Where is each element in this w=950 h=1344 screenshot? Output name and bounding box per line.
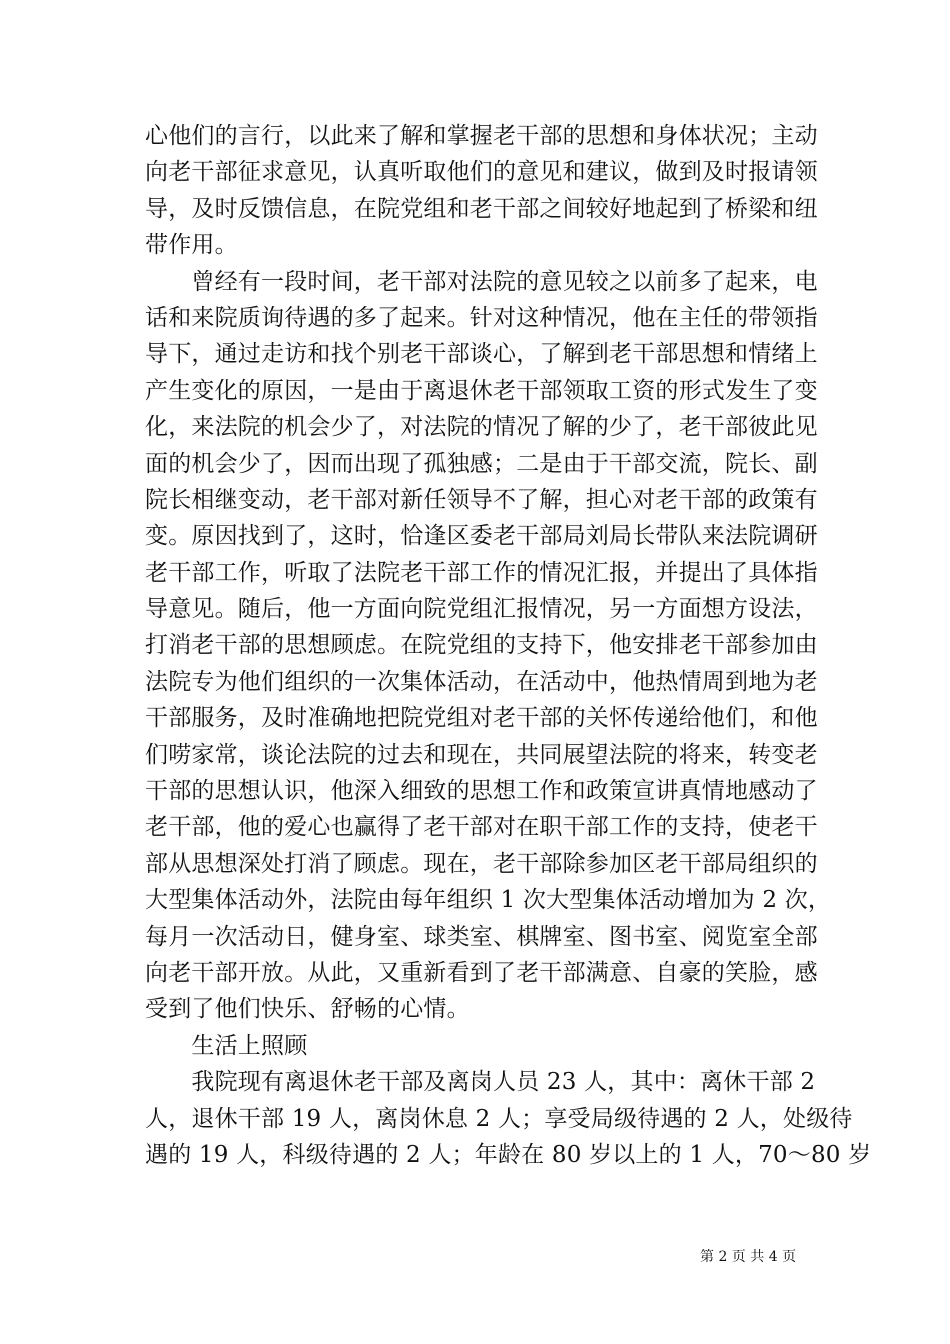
text-line: 导，及时反馈信息，在院党组和老干部之间较好地起到了桥梁和纽 (145, 195, 818, 222)
text-line: 产生变化的原因，一是由于离退休老干部领取工资的形式发生了变 (145, 377, 818, 404)
text-line: 老干部，他的爱心也赢得了老干部对在职干部工作的支持，使老干 (145, 814, 818, 841)
text-line: 导意见。随后，他一方面向院党组汇报情况，另一方面想方设法， (145, 596, 818, 623)
text-line: 带作用。 (145, 232, 238, 259)
text-line: 打消老干部的思想顾虑。在院党组的支持下，他安排老干部参加由 (145, 632, 818, 659)
text-line: 变。原因找到了，这时，恰逢区委老干部局刘局长带队来法院调研 (145, 523, 818, 550)
text-line: 们唠家常，谈论法院的过去和现在，共同展望法院的将来，转变老 (145, 741, 818, 768)
text-line: 院长相继变动，老干部对新任领导不了解，担心对老干部的政策有 (145, 486, 818, 513)
text-line: 心他们的言行，以此来了解和掌握老干部的思想和身体状况；主动 (145, 123, 818, 149)
text-line: 面的机会少了，因而出现了孤独感；二是由于干部交流，院长、副 (145, 450, 818, 477)
text-line: 受到了他们快乐、舒畅的心情。 (145, 996, 470, 1023)
text-line: 曾经有一段时间，老干部对法院的意见较之以前多了起来，电 (145, 268, 818, 295)
text-line: 生活上照顾 (145, 1032, 308, 1059)
text-line: 干部服务，及时准确地把院党组对老干部的关怀传递给他们，和他 (145, 705, 818, 732)
text-line: 遇的 19 人，科级待遇的 2 人；年龄在 80 岁以上的 1 人，70～80 岁 (145, 1141, 872, 1168)
text-line: 大型集体活动外，法院由每年组织 1 次大型集体活动增加为 2 次， (145, 887, 832, 914)
text-line: 部从思想深处打消了顾虑。现在，老干部除参加区老干部局组织的 (145, 850, 818, 877)
text-line: 导下，通过走访和找个别老干部谈心，了解到老干部思想和情绪上 (145, 341, 818, 368)
text-line: 人，退休干部 19 人，离岗休息 2 人；享受局级待遇的 2 人，处级待 (145, 1105, 853, 1132)
text-line: 我院现有离退休老干部及离岗人员 23 人，其中：离休干部 2 (145, 1069, 816, 1096)
text-line: 法院专为他们组织的一次集体活动，在活动中，他热情周到地为老 (145, 668, 818, 695)
document-body (145, 118, 872, 1173)
text-line: 老干部工作，听取了法院老干部工作的情况汇报，并提出了具体指 (145, 559, 818, 586)
text-line: 化，来法院的机会少了，对法院的情况了解的少了，老干部彼此见 (145, 414, 818, 441)
text-line: 向老干部征求意见，认真听取他们的意见和建议，做到及时报请领 (145, 159, 818, 186)
text-line: 向老干部开放。从此，又重新看到了老干部满意、自豪的笑脸，感 (145, 959, 818, 986)
text-line: 每月一次活动日，健身室、球类室、棋牌室、图书室、阅览室全部 (145, 923, 818, 950)
text-line: 干部的思想认识，他深入细致的思想工作和政策宣讲真情地感动了 (145, 778, 818, 805)
text-line: 话和来院质询待遇的多了起来。针对这种情况，他在主任的带领指 (145, 304, 818, 331)
page-footer: 第 2 页 共 4 页 (700, 1249, 797, 1265)
